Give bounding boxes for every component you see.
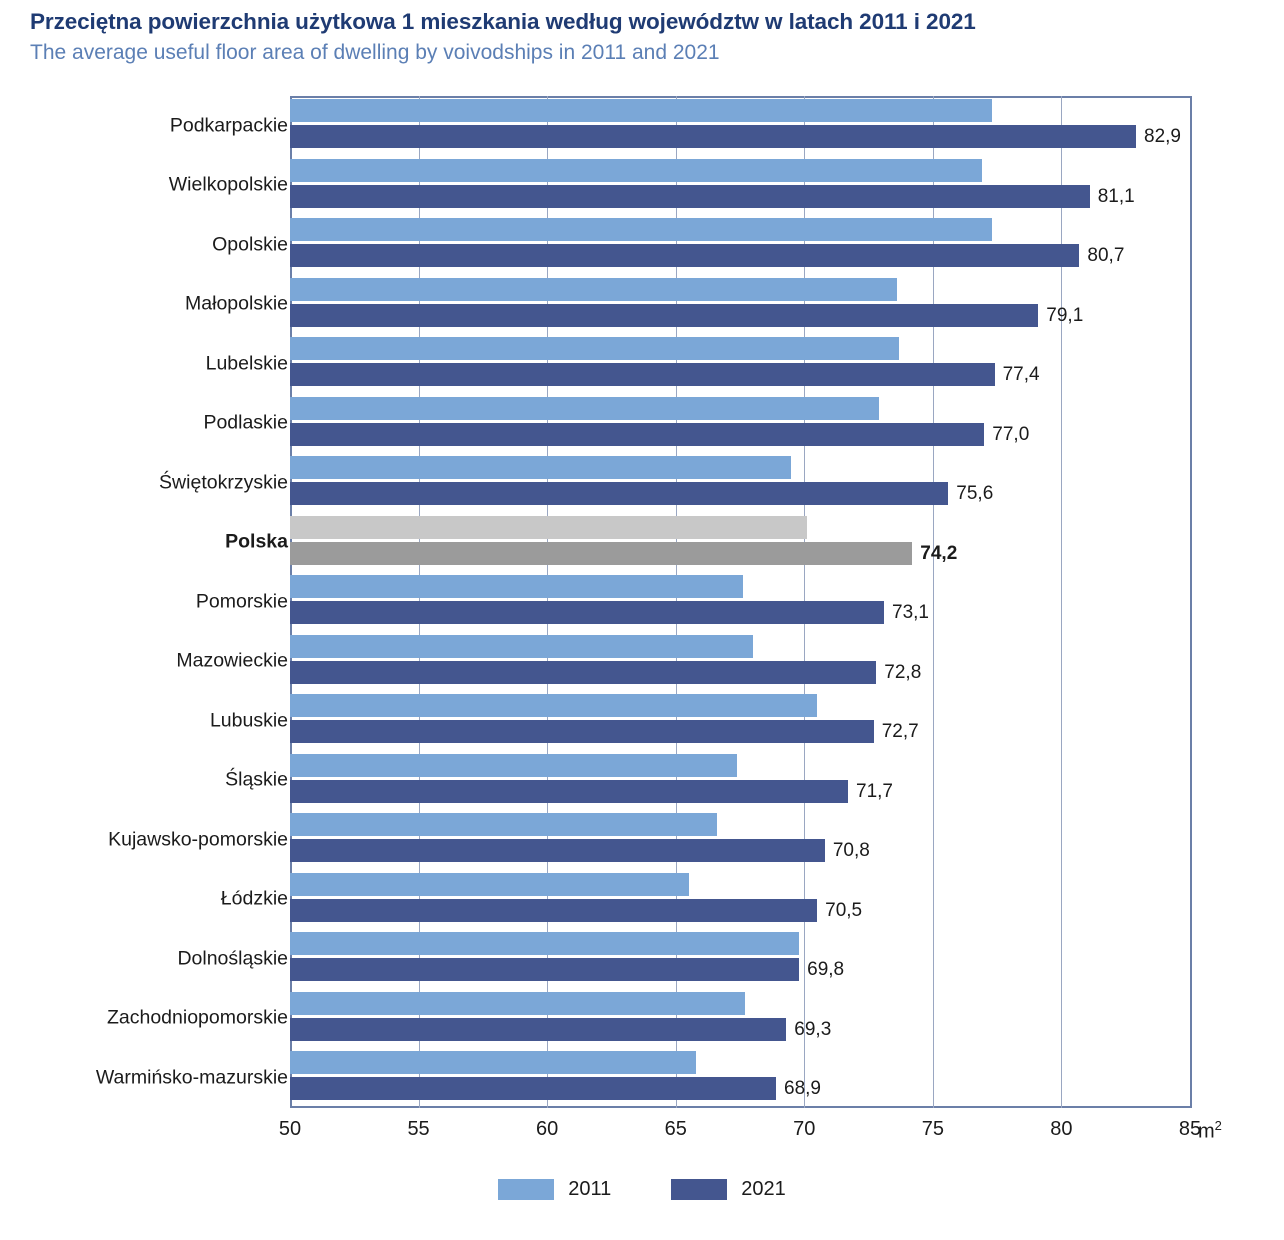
category-label: Opolskie [212,233,288,256]
bar-row [212,215,1190,275]
bar-value-2021: 77,0 [992,423,1030,445]
category-label: Lubelskie [205,352,288,375]
category-label: Małopolskie [185,292,288,315]
x-tick-label: 80 [1050,1118,1073,1140]
bar-value-2021: 80,7 [1087,245,1125,266]
bar-2011 [290,218,992,241]
bar-2011 [290,694,817,717]
bar-2011 [290,635,753,658]
bar-row [185,275,1190,335]
bar-value-2021: 79,1 [1046,304,1084,326]
bar-row [195,572,1190,632]
bar-2021 [290,839,825,862]
bar-value-2021: 72,8 [884,661,922,683]
bar-2011 [290,99,992,122]
bar-2021 [290,125,1136,148]
page-title: Przeciętna powierzchnia użytkowa 1 mieszkania według województw w latach 2011 i 2021 [30,9,976,34]
bar-row [159,453,1190,513]
legend-item-2011 [498,1178,611,1201]
bar-2011 [290,516,807,539]
bar-2021 [290,899,817,922]
bar-value-2021: 69,8 [807,959,845,980]
category-label: Mazowieckie [176,649,288,672]
category-label: Polska [225,530,288,553]
bar-row [108,810,1190,870]
bar-2011 [290,575,743,598]
category-label: Śląskie [225,768,288,791]
bar-value-2021: 69,3 [794,1018,832,1040]
bar-2021 [290,958,799,981]
bar-value-2021: 74,2 [920,542,958,564]
x-tick-label: 55 [407,1118,430,1140]
bar-2011 [290,932,799,955]
bar-rows [95,96,1190,1108]
bar-value-2021: 82,9 [1144,126,1181,147]
bar-row [168,156,1190,216]
x-tick-label: 85 [1178,1118,1202,1140]
bar-value-2021: 81,1 [1097,185,1135,207]
page-subtitle: The average useful floor area of dwelling by voivodships in 2011 and 2021 [30,41,720,65]
bar-2021 [290,1018,786,1041]
bar-2011 [290,397,879,420]
bar-2021 [290,1077,776,1100]
bar-value-2021: 70,8 [832,840,870,861]
chart-legend [0,1178,1284,1201]
bar-row [220,870,1190,930]
plot-area [95,96,1190,1108]
bar-row [205,334,1190,394]
bar-row [203,394,1190,454]
bar-2011 [290,992,745,1015]
category-label: Warmińsko-mazurskie [95,1066,288,1089]
bar-2011 [290,278,897,301]
x-tick-label: 50 [278,1118,302,1140]
bar-chart [0,96,1284,1143]
bar-row [95,1048,1190,1108]
x-axis-unit: $m^2$ [1198,1118,1222,1143]
bar-2021 [290,542,912,565]
bar-2021 [290,482,948,505]
bar-value-2021: 77,4 [1002,364,1040,385]
bar-2021 [290,244,1079,267]
bar-value-2021: 72,7 [881,721,919,742]
legend-label-2021: 2021 [741,1178,786,1200]
category-label: Lubuskie [209,709,288,732]
bar-2021 [290,363,995,386]
bar-value-2021: 73,1 [892,602,929,623]
gridline-85 [1190,96,1192,1108]
bar-row [225,751,1190,811]
bar-2011 [290,337,899,360]
category-label: Dolnośląskie [177,947,288,970]
chart-titles [30,8,1260,66]
bar-value-2021: 70,5 [825,899,863,921]
bar-row [225,513,1190,573]
bar-2011 [290,159,982,182]
bar-row [176,632,1190,692]
bar-value-2021: 68,9 [784,1078,821,1099]
bar-2011 [290,813,717,836]
bar-row [209,691,1190,751]
category-label: Pomorskie [195,590,288,613]
x-tick-label: 65 [664,1118,687,1140]
bar-2011 [290,1051,696,1074]
bar-row [106,989,1190,1049]
bar-2021 [290,720,874,743]
category-label: Podlaskie [203,411,288,434]
legend-label-2011: 2011 [568,1178,612,1200]
x-tick-label: 60 [536,1118,559,1140]
bar-2021 [290,423,984,446]
bar-2011 [290,456,791,479]
category-label: Podkarpackie [169,114,288,137]
legend-item-2021 [671,1178,786,1201]
bar-2021 [290,185,1090,208]
bar-row [177,929,1190,989]
bar-value-2021: 75,6 [956,483,994,504]
x-tick-label: 75 [921,1118,944,1140]
legend-swatch-2021 [671,1179,727,1200]
category-label: Kujawsko-pomorskie [108,828,288,851]
category-label: Świętokrzyskie [159,471,288,494]
x-axis [278,1110,1222,1150]
bar-2021 [290,601,884,624]
x-tick-label: 70 [793,1118,816,1140]
bar-2021 [290,661,876,684]
bar-row [169,96,1190,156]
category-label: Zachodniopomorskie [106,1006,288,1029]
bar-2021 [290,304,1038,327]
bar-2021 [290,780,848,803]
category-label: Łódzkie [220,887,288,910]
bar-2011 [290,754,737,777]
category-label: Wielkopolskie [168,173,288,196]
bar-2011 [290,873,689,896]
legend-swatch-2011 [498,1179,554,1200]
bar-value-2021: 71,7 [856,780,893,802]
